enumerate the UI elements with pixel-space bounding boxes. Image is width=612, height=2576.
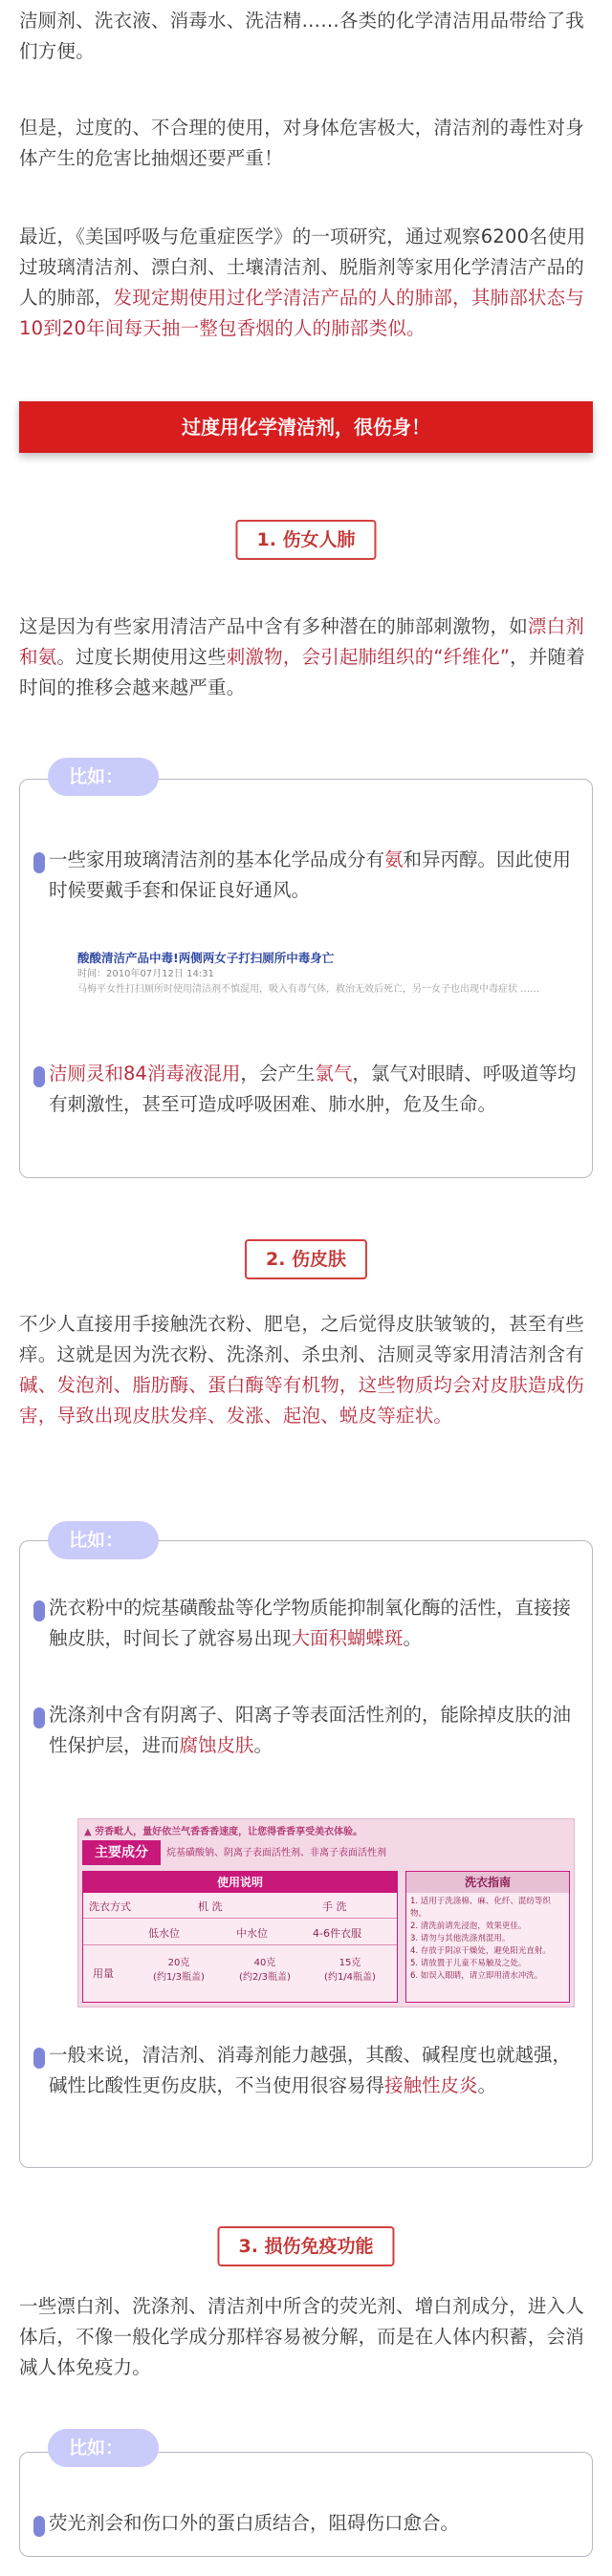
highlight: 氨 xyxy=(384,848,404,870)
label-main-value: 烷基磺酸钠、阴离子表面活性剂、非离子表面活性剂 xyxy=(166,1848,386,1858)
section-1-paragraph xyxy=(19,612,593,703)
highlight: 漂白剂和氨 xyxy=(19,615,585,668)
cell: 洗衣方式 xyxy=(89,1900,131,1913)
label-main-heading: 主要成分 xyxy=(82,1840,161,1865)
intro-text: 最近，《美国呼吸与危重症医学》的一项研究，通过观察6200名使用过玻璃清洁剂、漂白剂、土壤清洁剂、脱脂剂等家用化学清洁产品的人的肺部， xyxy=(19,225,586,309)
cell-line: (约1/4瓶盖) xyxy=(324,1972,376,1983)
text: 。 xyxy=(477,2074,497,2096)
text: 洗涤剂中含有阴离子、阳离子等表面活性剂的，能除掉皮肤的油性保护层，进而 xyxy=(49,1704,572,1756)
bullet-dot xyxy=(33,1600,45,1621)
usage-heading: 使用说明 xyxy=(83,1872,397,1893)
bullet-dot xyxy=(33,1066,45,1087)
cell-line: (约2/3瓶盖) xyxy=(239,1972,291,1983)
guide-panel xyxy=(405,1871,570,2003)
guide-line: 4. 存放于阴凉干燥处，避免阳光直射。 xyxy=(410,1946,551,1956)
bullet-dot xyxy=(33,2516,45,2537)
text: ，会产生 xyxy=(240,1063,316,1084)
cell xyxy=(141,1954,217,1983)
example-pill: 比如： xyxy=(48,1521,159,1559)
news-clipping xyxy=(77,950,575,1017)
cell xyxy=(309,1954,391,1983)
text: 一般来说，清洁剂、消毒剂能力越强，其酸、碱程度也就越强，碱性比酸性更伤皮肤，不当使用很容易得 xyxy=(49,2044,572,2096)
news-body: 马梅平女性打扫厕所时使用清洁剂不慎混用，吸入有毒气体，救治无效后死亡，另一女子也出现中毒症状 …… xyxy=(77,984,540,995)
guide-line: 6. 如误入眼睛，请立即用清水冲洗。 xyxy=(410,1971,543,1981)
example-pill: 比如： xyxy=(48,758,159,796)
cell: 4-6件衣服 xyxy=(313,1927,361,1940)
example-bullet xyxy=(49,1700,584,1761)
cell: 中水位 xyxy=(236,1927,268,1940)
text: 。 xyxy=(253,1734,273,1756)
text: 。 xyxy=(403,1627,423,1649)
intro-paragraph-3 xyxy=(19,222,593,344)
bullet-dot xyxy=(33,852,45,873)
product-label-photo xyxy=(77,1818,575,2007)
divider xyxy=(83,1944,397,1945)
example-bullet xyxy=(49,845,584,906)
highlight: 碱、发泡剂、脂肪酶、蛋白酶等有机物，这些物质均会对皮肤造成伤害，导致出现皮肤发痒、发涨、起泡、蜕皮等症状。 xyxy=(19,1374,585,1427)
section-1-title: 1. 伤女人肺 xyxy=(235,520,376,560)
example-box-2 xyxy=(19,1540,593,2168)
section-3-title: 3. 损伤免疫功能 xyxy=(217,2226,394,2266)
example-box-1 xyxy=(19,779,593,1178)
bullet-dot xyxy=(33,2048,45,2069)
cell: 机 洗 xyxy=(198,1900,223,1913)
news-headline: 酸酸清洁产品中毒!两侧两女子打扫厕所中毒身亡 xyxy=(77,951,335,965)
section-3-paragraph: 一些漂白剂、洗涤剂、清洁剂中所含的荧光剂、增白剂成分，进入人体后，不像一般化学成分那样容易被分解，而是在人体内积蓄，会消减人体免疫力。 xyxy=(19,2295,585,2378)
label-warning: ▲ 劳香毗人，量好依兰气香香香速度，让您得香香享受美衣体验。 xyxy=(84,1827,363,1837)
example-bullet xyxy=(49,1593,584,1654)
text: ，氯气对眼睛、呼吸道等均有刺激性，甚至可造成呼吸困难、肺水肿，危及生命。 xyxy=(49,1063,577,1115)
cell-line: 20克 xyxy=(167,1958,190,1968)
guide-heading: 洗衣指南 xyxy=(406,1872,569,1893)
cell: 低水位 xyxy=(148,1927,180,1940)
section-2-paragraph xyxy=(19,1309,593,1431)
cell xyxy=(227,1954,303,1983)
intro-highlight: 发现定期使用过化学清洁产品的人的肺部，其肺部状态与10到20年间每天抽一整包香烟的人的肺部类似。 xyxy=(19,287,585,339)
example-bullet xyxy=(49,2040,584,2101)
intro-paragraph-1: 洁厕剂、洗衣液、消毒水、洗洁精……各类的化学清洁用品带给了我们方便。 xyxy=(19,10,585,62)
text: 洗衣粉中的烷基磺酸盐等化学物质能抑制氧化酶的活性，直接接触皮肤，时间长了就容易出现 xyxy=(49,1597,572,1649)
guide-lines xyxy=(406,1893,569,1986)
text: ，并随着时间的推移会越来越严重。 xyxy=(19,646,585,698)
highlight: 大面积蝴蝶斑 xyxy=(291,1627,404,1649)
highlight: 氯气 xyxy=(315,1063,353,1084)
guide-line: 5. 请放置于儿童不易触及之处。 xyxy=(410,1959,527,1968)
cell-line: 15克 xyxy=(339,1958,361,1968)
guide-line: 2. 清洗前请先浸泡，效果更佳。 xyxy=(410,1921,527,1931)
news-meta: 时间：2010年07月12日 14:31 xyxy=(77,969,214,979)
highlight: 腐蚀皮肤 xyxy=(179,1734,254,1756)
divider xyxy=(83,1918,397,1919)
text: 一些家用玻璃清洁剂的基本化学品成分有 xyxy=(49,848,385,870)
warning-banner: 过度用化学清洁剂，很伤身！ xyxy=(19,401,593,453)
highlight: 刺激物，会引起肺组织的“纤维化” xyxy=(226,646,511,668)
text: 这是因为有些家用清洁产品中含有多种潜在的肺部刺激物，如 xyxy=(19,615,528,637)
example-box-3 xyxy=(19,2452,593,2557)
text: 和异丙醇。因此使用时候要戴手套和保证良好通风。 xyxy=(49,848,572,901)
cell: 用量 xyxy=(93,1967,114,1980)
example-bullet: 荧光剂会和伤口外的蛋白质结合，阻碍伤口愈合。 xyxy=(49,2512,460,2534)
cell-line: (约1/3瓶盖) xyxy=(153,1972,205,1983)
usage-table xyxy=(82,1871,398,2003)
guide-line: 3. 请勿与其他洗涤剂混用。 xyxy=(410,1934,511,1943)
bullet-dot xyxy=(33,1707,45,1728)
highlight: 接触性皮炎 xyxy=(384,2074,478,2096)
text: 。过度长期使用这些 xyxy=(56,646,227,668)
example-bullet xyxy=(49,1059,584,1120)
example-pill: 比如： xyxy=(48,2429,159,2467)
text: 不少人直接用手接触洗衣粉、肥皂，之后觉得皮肤皱皱的，甚至有些痒。这就是因为洗衣粉、洗涤剂、杀虫剂、洁厕灵等家用清洁剂含有 xyxy=(19,1313,585,1365)
section-2-title: 2. 伤皮肤 xyxy=(245,1239,367,1279)
highlight: 洁厕灵和84消毒液混用 xyxy=(49,1063,241,1084)
intro-paragraph-2: 但是，过度的、不合理的使用，对身体危害极大，清洁剂的毒性对身体产生的危害比抽烟还要严重！ xyxy=(19,117,585,169)
guide-line: 1. 适用于洗涤棉、麻、化纤、混纺等织物。 xyxy=(410,1897,551,1919)
cell: 手 洗 xyxy=(322,1900,347,1913)
cell-line: 40克 xyxy=(253,1958,276,1968)
